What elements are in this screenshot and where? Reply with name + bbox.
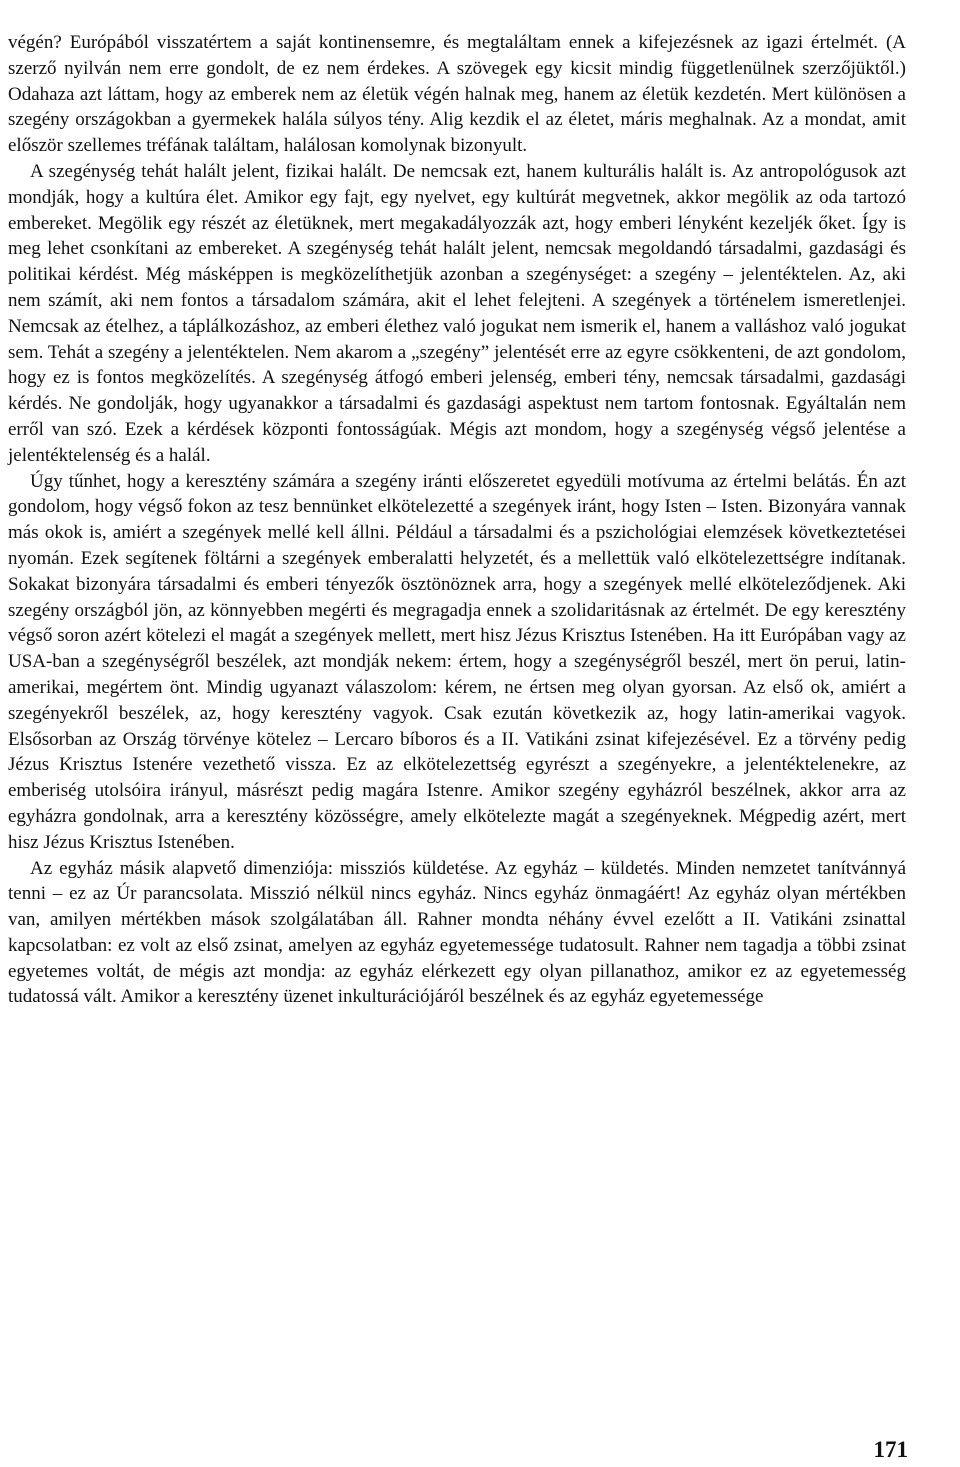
paragraph-4: Az egyház másik alapvető dimenziója: missziós küldetése. Az egyház – küldetés. Minden nemzetet tanítvánnyá tenni – ez az Úr parancsolata. Misszió nélkül nincs egyház. Nincs egyház önmagáért! Az egyház olyan mértékben van, amilyen mértékben mások szolgálatában áll. Rahner mondta néhány évvel ezelőtt a II. Vatikáni zsinattal kapcsolatban: ez volt az első zsinat, amelyen az egyház egyetemessége tudatosult. Rahner nem tagadja a többi zsinat egyetemes voltát, de mégis azt mondja: az egyház elérkezett egy olyan pillanathoz, amikor ez az egyetemesség tudatossá vált. Amikor a keresztény üzenet inkulturációjáról beszélnek és az egyház egyetemessége	[8, 857, 906, 1008]
paragraph-2: A szegénység tehát halált jelent, fizikai halált. De nemcsak ezt, hanem kulturális halált is. Az antropológusok azt mondják, hogy a kultúra élet. Amikor egy fajt, egy nyelvet, egy kultúrát megvetnek, akkor megölik az oda tartozó embereket. Megölik egy részét az életüknek, mert megakadályozzák azt, hogy emberi lényként kezeljék őket. Így is meg lehet csonkítani az embereket. A szegénység tehát halált jelent, nemcsak megoldandó társadalmi, gazdasági és politikai kérdést. Még másképpen is megközelíthetjük azonban a szegénységet: a szegény – jelentéktelen. Az, aki nem számít, aki nem fontos a társadalom számára, akit el lehet felejteni. A szegények a történelem ismeretlenjei. Nemcsak az ételhez, a táplálkozáshoz, az emberi élethez való jogukat nem ismerik el, hanem a valláshoz való jogukat sem. Tehát a szegény a jelentéktelen. Nem akarom a „szegény” jelentését erre az egyre csökkenteni, de azt gondolom, hogy ez is fontos megközelítés. A szegénység átfogó emberi jelenség, emberi tény, nemcsak társadalmi, gazdasági kérdés. Ne gondolják, hogy ugyanakkor a társadalmi és gazdasági aspektust nem tartom fontosnak. Egyáltalán nem erről van szó. Ezek a kérdések központi fontosságúak. Mégis azt mondom, hogy a szegénység végső jelentése a jelentéktelenség és a halál.	[8, 160, 906, 466]
paragraph-3: Úgy tűnhet, hogy a keresztény számára a szegény iránti előszeretet egyedüli motívuma az értelmi belátás. Én azt gondolom, hogy végső fokon az tesz bennünket elkötelezetté a szegények iránt, hogy Isten – Isten. Bizonyára vannak más okok is, amiért a szegények mellé kell állni. Például a társadalmi és a pszichológiai elemzések következtetései nyomán. Ezek segítenek föltárni a szegények emberalatti helyzetét, és a mellettük való elkötelezettségre indítanak. Sokakat bizonyára társadalmi és emberi tényezők ösztönöznek arra, hogy a szegények mellé elköteleződjenek. Aki szegény országból jön, az könnyebben megérti és megragadja ennek a szolidaritásnak az értelmét. De egy keresztény végső soron azért kötelezi el magát a szegények mellett, mert hisz Jézus Krisztus Istenében. Ha itt Európában vagy az USA-ban a szegénységről beszélek, azt mondják nekem: értem, hogy a szegénységről beszél, mert ön perui, latin-amerikai, megértem önt. Mindig ugyanazt válaszolom: kérem, ne értsen meg olyan gyorsan. Az első ok, amiért a szegényekről beszélek, az, hogy keresztény vagyok. Csak ezután következik az, hogy latin-amerikai vagyok. Elsősorban az Ország törvénye kötelez – Lercaro bíboros és a II. Vatikáni zsinat kifejezésével. Ez a törvény pedig Jézus Krisztus Istenére vezethető vissza. Ez az elkötelezettség egyrészt a szegényekre, a jelentéktelenekre, az emberiség utolsóira irányul, másrészt pedig magára Istenre. Amikor szegény egyházról beszélnek, akkor arra az egyházra gondolnak, arra a keresztény közösségre, amely elkötelezte magát a szegényeknek. Mégpedig azért, mert hisz Jézus Krisztus Istenében.	[8, 470, 906, 853]
body-text	[8, 30, 906, 1010]
paragraph-1: végén? Európából visszatértem a saját kontinensemre, és megtaláltam ennek a kifejezésnek az igazi értelmét. (A szerző nyilván nem erre gondolt, de ez nem érdekes. A szövegek egy kicsit mindig függetlenülnek szerzőjüktől.) Odahaza azt láttam, hogy az emberek nem az életük végén halnak meg, hanem az életük kezdetén. Mert különösen a szegény országokban a gyermekek halála súlyos tény. Alig kezdik el az életet, máris meghalnak. Az a mondat, amit először szellemes tréfának találtam, halálosan komolynak bizonyult.	[8, 32, 906, 157]
page-number: 171	[873, 1437, 908, 1462]
